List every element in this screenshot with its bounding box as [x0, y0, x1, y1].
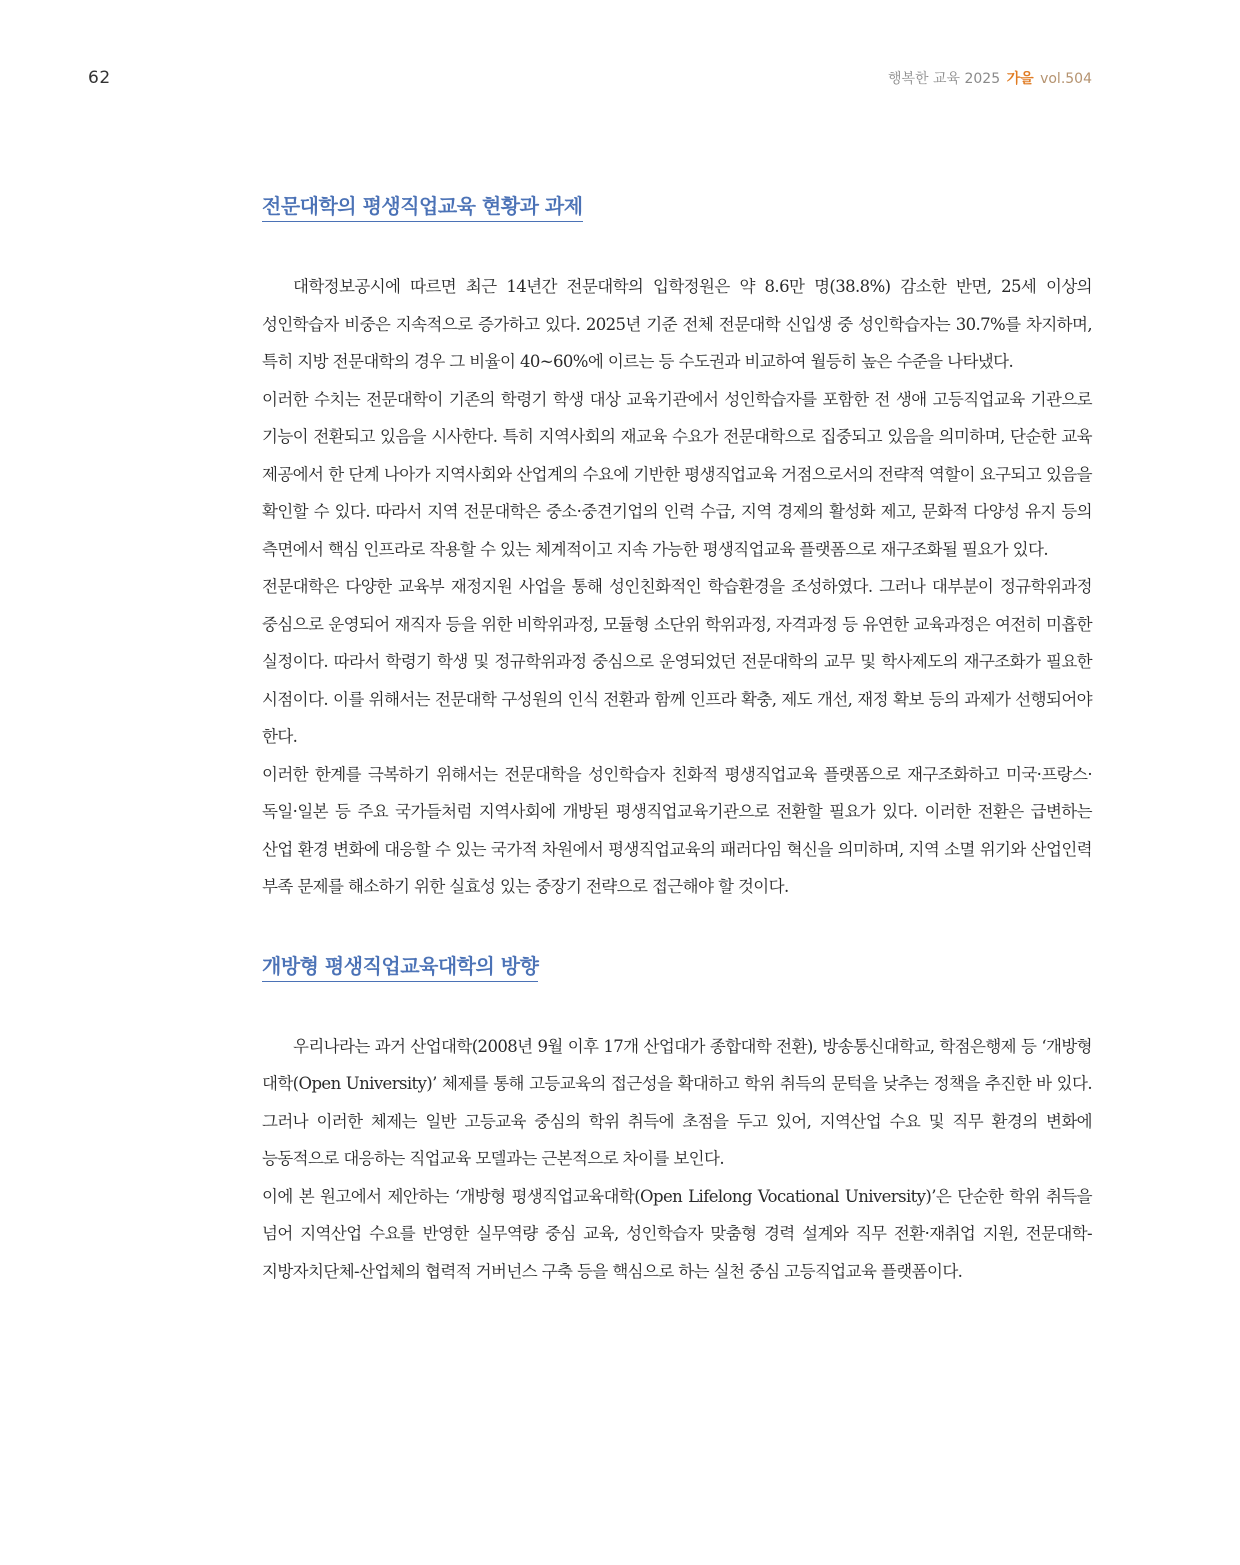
- section-status-and-tasks: [262, 190, 1092, 906]
- volume-label: vol.504: [1040, 71, 1092, 87]
- paragraph: 대학정보공시에 따르면 최근 14년간 전문대학의 입학정원은 약 8.6만 명(38.8%) 감소한 반면, 25세 이상의 성인학습자 비중은 지속적으로 증가하고 있다. 2025년 기준 전체 전문대학 신입생 중 성인학습자는 30.7%를 차지하며, 특히 지방 전문대학의 경우 그 비율이 40~60%에 이르는 등 수도권과 비교하여 월등히 높은 수준을 나타냈다.: [262, 277, 1092, 371]
- paragraph: 우리나라는 과거 산업대학(2008년 9월 이후 17개 산업대가 종합대학 전환), 방송통신대학교, 학점은행제 등 ‘개방형 대학(Open University)’ 체제를 통해 고등교육의 접근성을 확대하고 학위 취득의 문턱을 낮추는 정책을 추진한 바 있다. 그러나 이러한 체제는 일반 고등교육 중심의 학위 취득에 초점을 두고 있어, 지역산업 수요 및 직무 환경의 변화에 능동적으로 대응하는 직업교육 모델과는 근본적으로 차이를 보인다.: [262, 1036, 1092, 1168]
- paragraph: 이러한 한계를 극복하기 위해서는 전문대학을 성인학습자 친화적 평생직업교육 플랫폼으로 재구조화하고 미국·프랑스·독일·일본 등 주요 국가들처럼 지역사회에 개방된 평생직업교육기관으로 전환할 필요가 있다. 이러한 전환은 급변하는 산업 환경 변화에 대응할 수 있는 국가적 차원에서 평생직업교육의 패러다임 혁신을 의미하며, 지역 소멸 위기와 산업인력 부족 문제를 해소하기 위한 실효성 있는 중장기 전략으로 접근해야 할 것이다.: [262, 764, 1092, 896]
- section-heading: 개방형 평생직업교육대학의 방향: [262, 950, 538, 982]
- season-label: 가을: [1006, 71, 1034, 87]
- running-header: [888, 68, 1092, 88]
- paragraph: 이러한 수치는 전문대학이 기존의 학령기 학생 대상 교육기관에서 성인학습자를 포함한 전 생애 고등직업교육 기관으로 기능이 전환되고 있음을 시사한다. 특히 지역사회의 재교육 수요가 전문대학으로 집중되고 있음을 의미하며, 단순한 교육 제공에서 한 단계 나아가 지역사회와 산업계의 수요에 기반한 평생직업교육 거점으로서의 전략적 역할이 요구되고 있음을 확인할 수 있다. 따라서 지역 전문대학은 중소·중견기업의 인력 수급, 지역 경제의 활성화 제고, 문화적 다양성 유지 등의 측면에서 핵심 인프라로 작용할 수 있는 체계적이고 지속 가능한 평생직업교육 플랫폼으로 재구조화될 필요가 있다.: [262, 389, 1092, 559]
- section-body: [262, 1028, 1092, 1291]
- magazine-title: 행복한 교육 2025: [887, 71, 1001, 87]
- section-body: [262, 268, 1092, 906]
- paragraph: 이에 본 원고에서 제안하는 ‘개방형 평생직업교육대학(Open Lifelong Vocational University)’은 단순한 학위 취득을 넘어 지역산업 수요를 반영한 실무역량 중심 교육, 성인학습자 맞춤형 경력 설계와 직무 전환·재취업 지원, 전문대학-지방자치단체-산업체의 협력적 거버넌스 구축 등을 핵심으로 하는 실천 중심 고등직업교육 플랫폼이다.: [262, 1186, 1092, 1281]
- page-number: 62: [88, 68, 111, 88]
- article-body: [262, 190, 1092, 1290]
- section-open-university-direction: [262, 950, 1092, 1291]
- paragraph: 전문대학은 다양한 교육부 재정지원 사업을 통해 성인친화적인 학습환경을 조성하였다. 그러나 대부분이 정규학위과정 중심으로 운영되어 재직자 등을 위한 비학위과정, 모듈형 소단위 학위과정, 자격과정 등 유연한 교육과정은 여전히 미흡한 실정이다. 따라서 학령기 학생 및 정규학위과정 중심으로 운영되었던 전문대학의 교무 및 학사제도의 재구조화가 필요한 시점이다. 이를 위해서는 전문대학 구성원의 인식 전환과 함께 인프라 확충, 제도 개선, 재정 확보 등의 과제가 선행되어야 한다.: [262, 577, 1092, 746]
- section-heading: 전문대학의 평생직업교육 현황과 과제: [262, 190, 583, 222]
